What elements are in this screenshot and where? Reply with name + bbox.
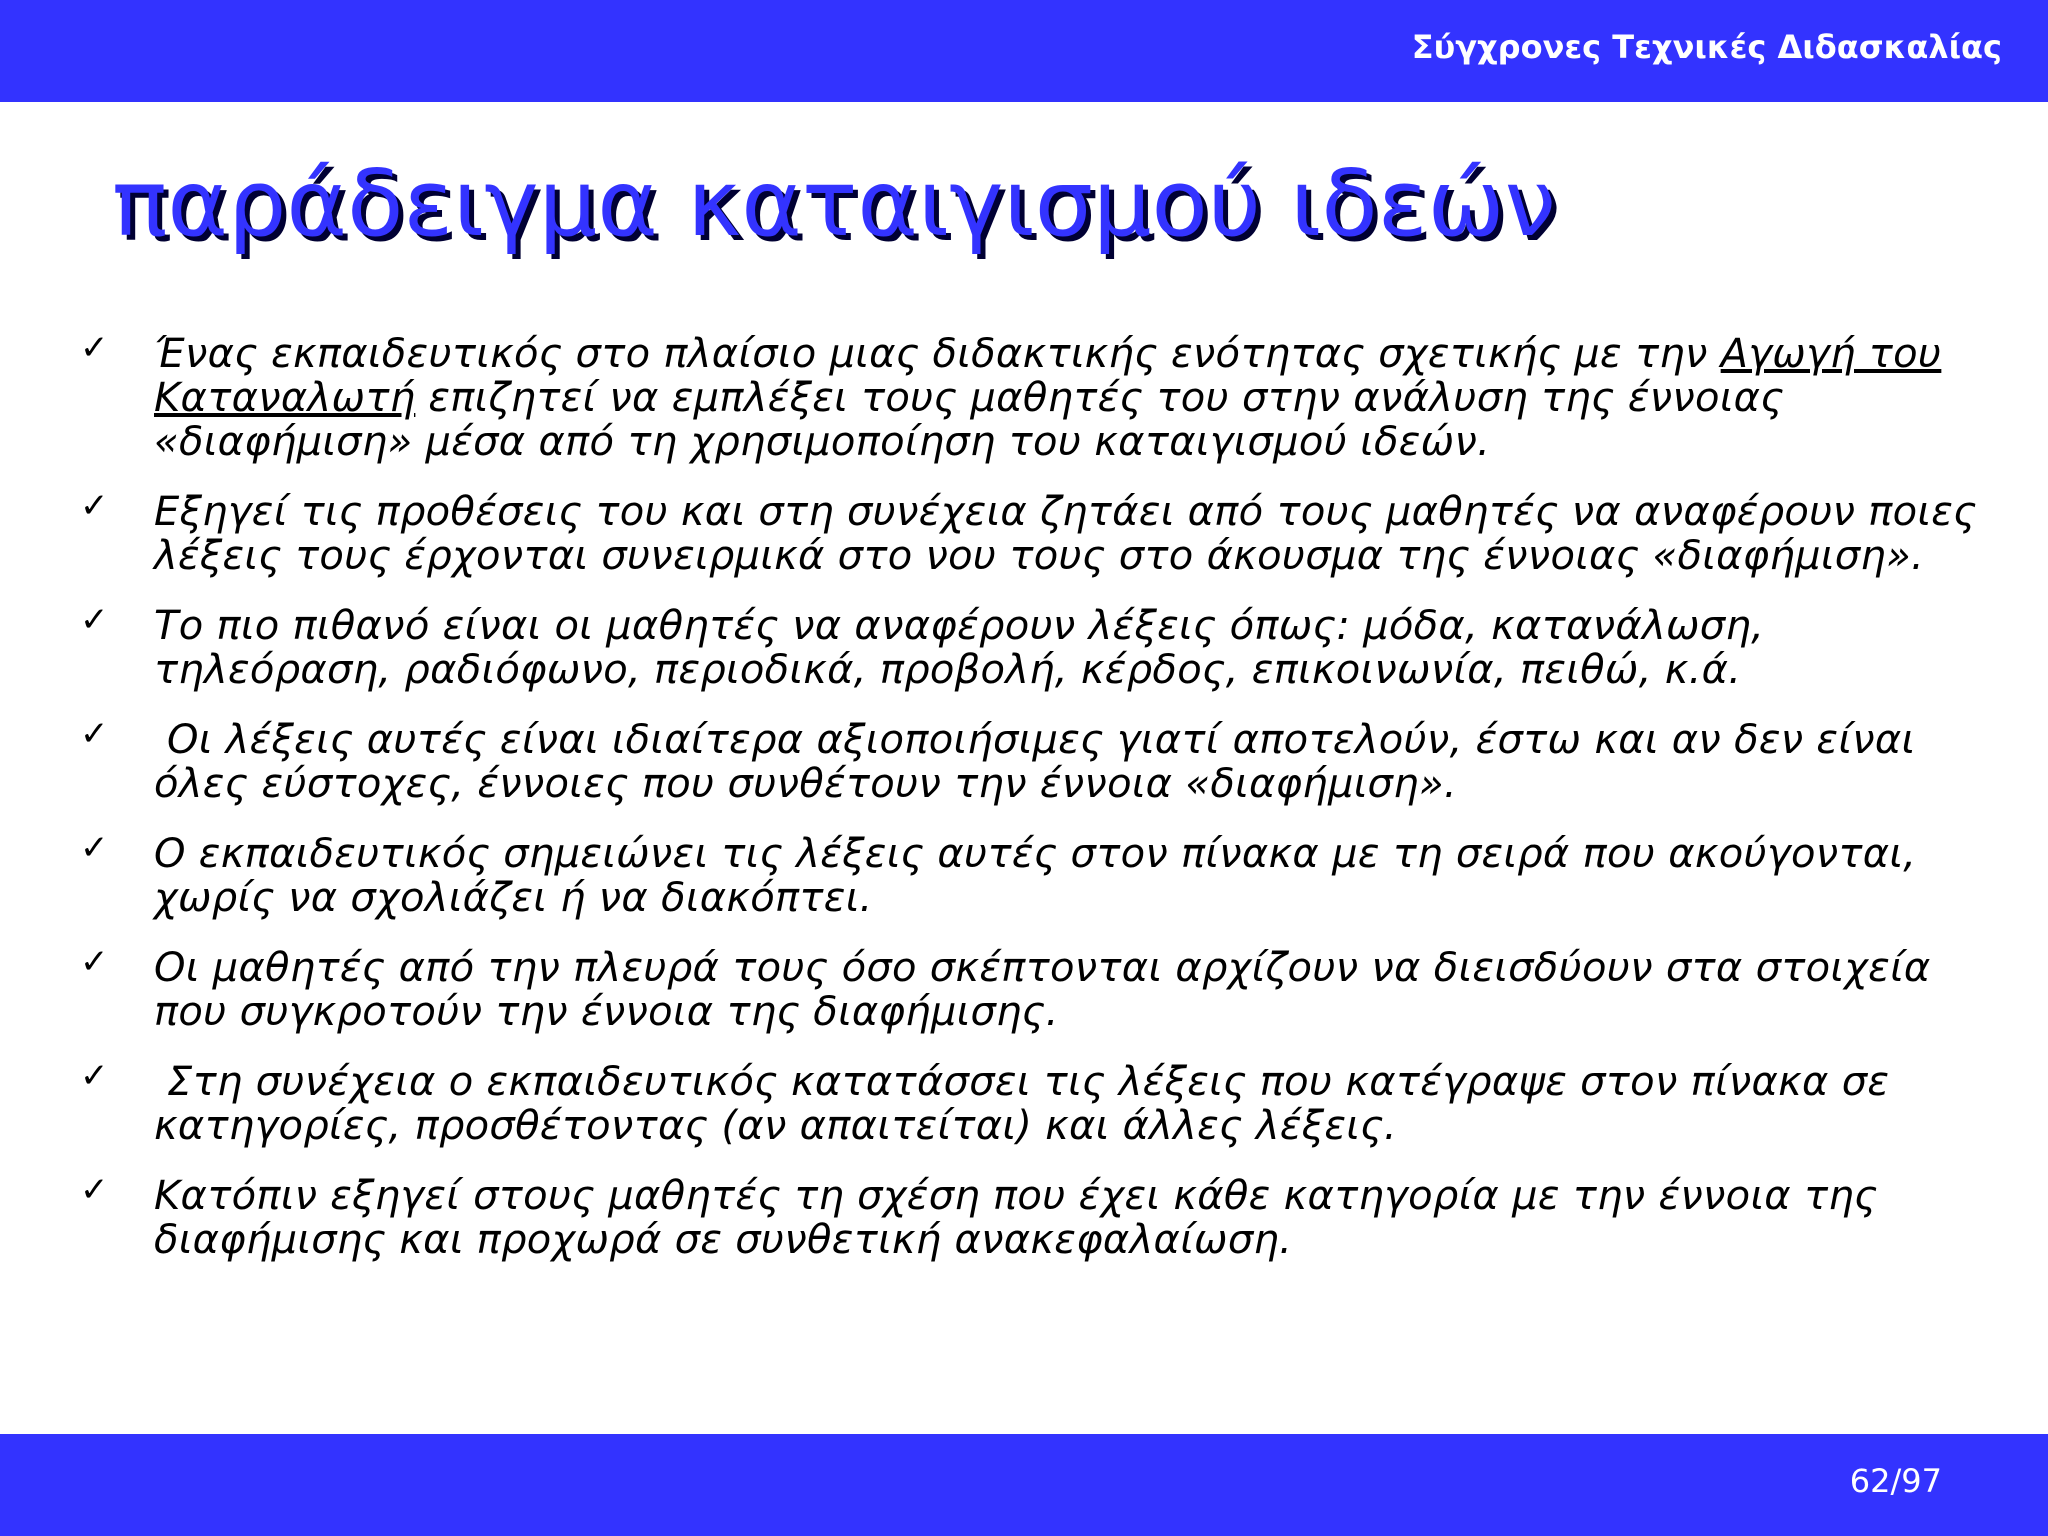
check-icon: ✓	[80, 1170, 109, 1210]
bullet-item	[80, 942, 1980, 1035]
bullet-text: Οι λέξεις αυτές είναι ιδιαίτερα αξιοποιήσιμες γιατί αποτελούν, έστω και αν δεν είναι όλες εύστοχες, έννοιες που συνθέτουν την έννοια «διαφήμιση».	[154, 717, 1929, 807]
bullet-item	[80, 828, 1980, 921]
bullet-text: Οι μαθητές από την πλευρά τους όσο σκέπτονται αρχίζουν να διεισδύουν στα στοιχεία που συγκροτούν την έννοια της διαφήμισης.	[154, 945, 1931, 1035]
bullet-text: Εξηγεί τις προθέσεις του και στη συνέχεια ζητάει από τους μαθητές να αναφέρουν ποιες λέξεις τους έρχονται συνειρμικά στο νου τους στο άκουσμα της έννοιας «διαφήμιση».	[154, 489, 1977, 579]
bullet-item	[80, 328, 1980, 465]
check-icon: ✓	[80, 486, 109, 526]
bullet-item	[80, 1056, 1980, 1149]
bullet-text: Κατόπιν εξηγεί στους μαθητές τη σχέση που έχει κάθε κατηγορία με την έννοια της διαφήμισης και προχωρά σε συνθετική ανακεφαλαίωση.	[154, 1173, 1878, 1263]
bullet-text: Το πιο πιθανό είναι οι μαθητές να αναφέρουν λέξεις όπως: μόδα, κατανάλωση, τηλεόραση, ραδιόφωνο, περιοδικά, προβολή, κέρδος, επικοινωνία, πειθώ, κ.ά.	[154, 603, 1765, 693]
check-icon: ✓	[80, 1056, 109, 1096]
bullet-item	[80, 600, 1980, 693]
check-icon: ✓	[80, 328, 109, 368]
bullet-text-part: Ένας εκπαιδευτικός στο πλαίσιο μιας διδακτικής ενότητας σχετικής με την	[154, 331, 1721, 377]
bullet-item	[80, 714, 1980, 807]
bullet-list	[80, 328, 1980, 1288]
footer-bar	[0, 1434, 2048, 1536]
header-title: Σύγχρονες Τεχνικές Διδασκαλίας	[1411, 28, 2002, 66]
underlined-term: Αγωγή του Καταναλωτή	[154, 331, 1942, 421]
bullet-text: Στη συνέχεια ο εκπαιδευτικός κατατάσσει τις λέξεις που κατέγραψε στον πίνακα σε κατηγορίες, προσθέτοντας (αν απαιτείται) και άλλες λέξεις.	[154, 1059, 1903, 1149]
bullet-text-part: επιζητεί να εμπλέξει τους μαθητές του στην ανάλυση της έννοιας «διαφήμιση» μέσα από τη χρησιμοποίηση του καταιγισμού ιδεών.	[154, 375, 1785, 465]
page-number: 62/97	[1849, 1462, 1942, 1500]
check-icon: ✓	[80, 714, 109, 754]
bullet-text	[154, 332, 1980, 464]
bullet-item	[80, 1170, 1980, 1263]
check-icon: ✓	[80, 600, 109, 640]
bullet-text: Ο εκπαιδευτικός σημειώνει τις λέξεις αυτές στον πίνακα με τη σειρά που ακούγονται, χωρίς να σχολιάζει ή να διακόπτει.	[154, 831, 1917, 921]
check-icon: ✓	[80, 942, 109, 982]
bullet-item	[80, 486, 1980, 579]
check-icon: ✓	[80, 828, 109, 868]
slide-title: παράδειγμα καταιγισμού ιδεών	[112, 150, 1556, 257]
